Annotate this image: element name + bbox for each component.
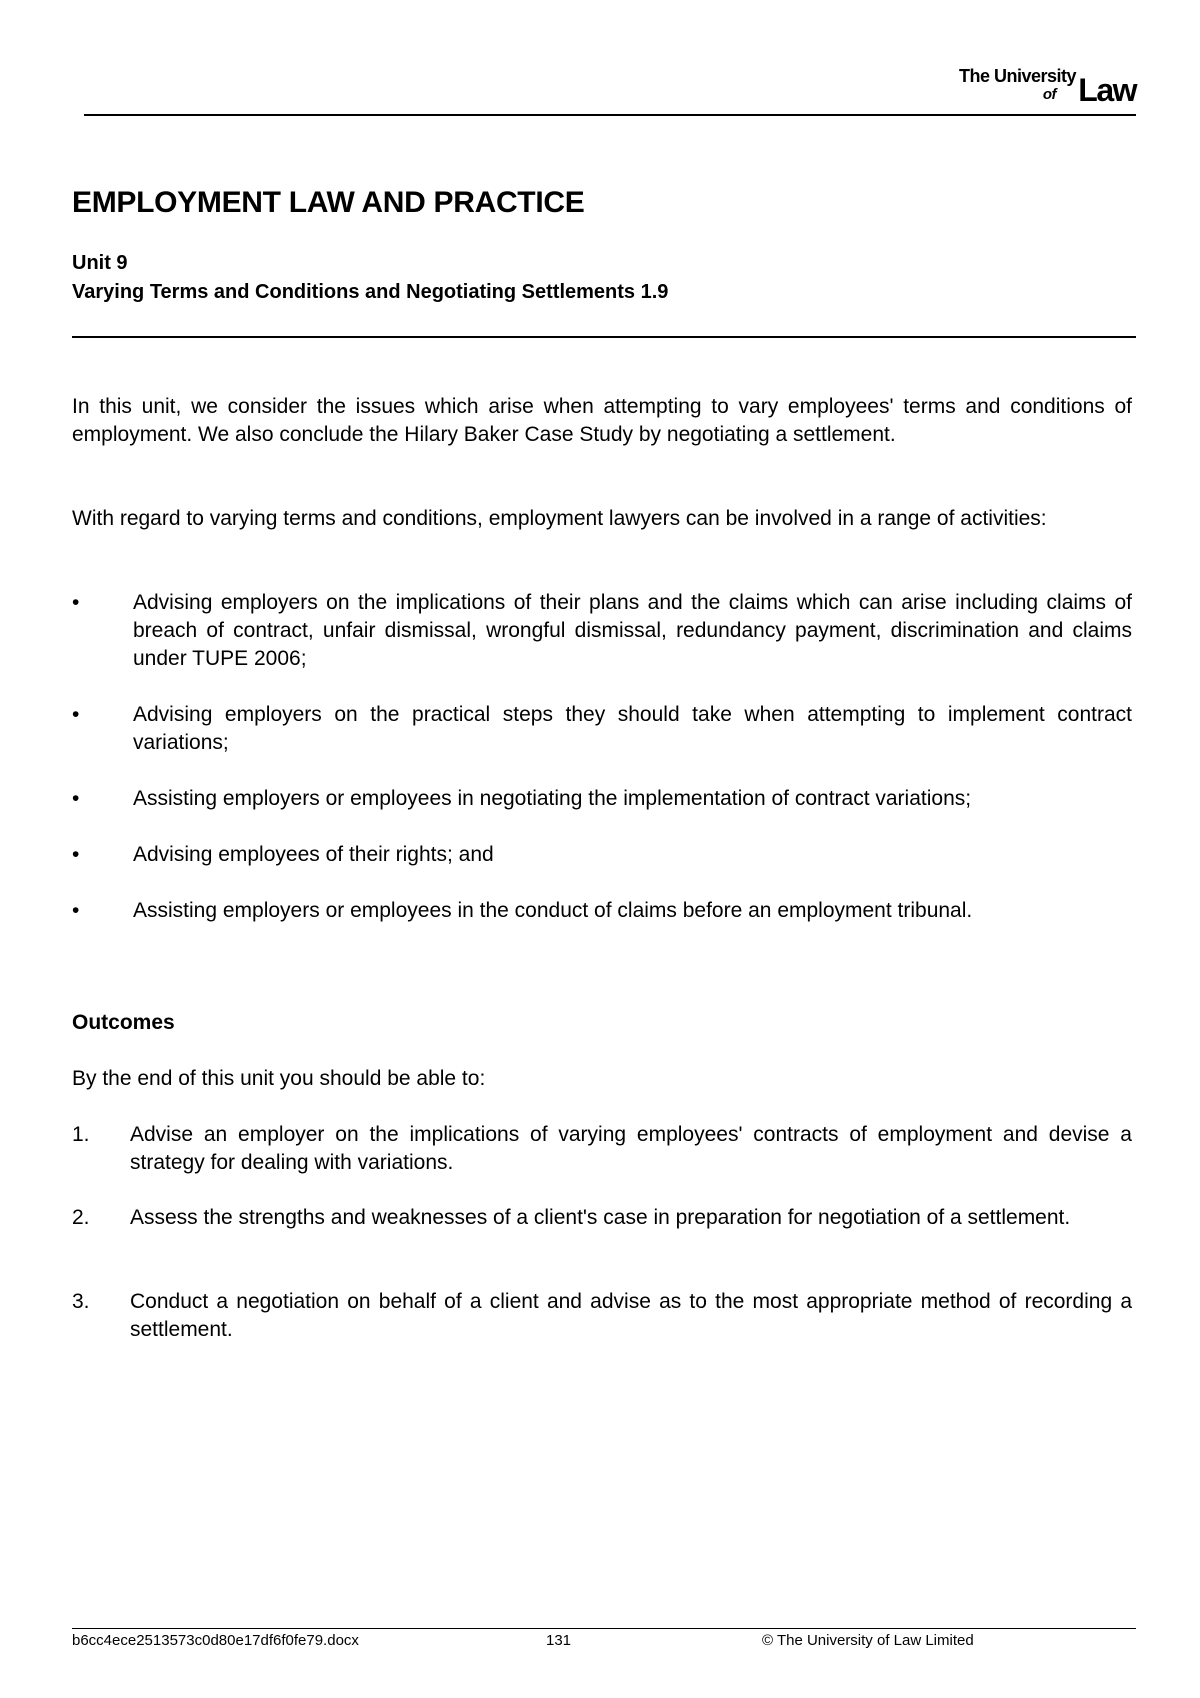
outcome-number: 2. <box>72 1206 90 1229</box>
outcome-item <box>72 1288 1132 1344</box>
footer-rule <box>72 1628 1136 1629</box>
bullet-item <box>72 701 1132 757</box>
document-title: EMPLOYMENT LAW AND PRACTICE <box>72 186 585 219</box>
outcome-item <box>72 1204 1132 1232</box>
footer-page-number: 131 <box>546 1632 572 1649</box>
bullet-text: Advising employers on the practical steps they should take when attempting to implement contract variations; <box>133 703 1132 754</box>
outcomes-intro-paragraph <box>72 1065 1132 1093</box>
title-rule <box>72 336 1136 338</box>
outcome-item <box>72 1121 1132 1177</box>
bullet-mark: • <box>72 787 80 810</box>
outcome-text: Advise an employer on the implications of varying employees' contracts of employment and devise a strategy for dealing with variations. <box>130 1123 1132 1174</box>
intro-paragraph <box>72 393 1132 449</box>
bullet-item <box>72 785 1132 813</box>
outcome-number: 1. <box>72 1123 90 1146</box>
university-logo <box>926 64 1136 108</box>
logo-line-2: of <box>1042 86 1056 103</box>
activities-intro-text: With regard to varying terms and conditions, employment lawyers can be involved in a range of activities: <box>72 507 1047 530</box>
logo-line-3: Law <box>1078 72 1136 108</box>
bullet-text: Assisting employers or employees in negotiating the implementation of contract variations; <box>133 787 972 810</box>
footer-copyright: © The University of Law Limited <box>762 1632 974 1649</box>
outcome-text: Conduct a negotiation on behalf of a client and advise as to the most appropriate method of recording a settlement. <box>130 1290 1132 1341</box>
bullet-item <box>72 897 1132 925</box>
logo-line-1: The University <box>958 66 1076 86</box>
header-rule <box>84 114 1136 116</box>
activities-intro-paragraph <box>72 505 1132 533</box>
outcomes-intro-text: By the end of this unit you should be able to: <box>72 1067 486 1090</box>
bullet-mark: • <box>72 703 80 726</box>
outcome-text: Assess the strengths and weaknesses of a client's case in preparation for negotiation of a settlement. <box>130 1206 1071 1229</box>
intro-text: In this unit, we consider the issues which arise when attempting to vary employees' terms and conditions of employment. We also conclude the Hilary Baker Case Study by negotiating a settlement. <box>72 395 1132 446</box>
bullet-mark: • <box>72 843 80 866</box>
bullet-text: Advising employers on the implications of their plans and the claims which can arise including claims of breach of contract, unfair dismissal, wrongful dismissal, redundancy payment, discrimination and claims under TUPE 2006; <box>133 591 1132 670</box>
bullet-text: Advising employees of their rights; and <box>133 843 494 866</box>
bullet-mark: • <box>72 899 80 922</box>
unit-number: Unit 9 <box>72 252 128 274</box>
outcome-number: 3. <box>72 1290 90 1313</box>
bullet-item <box>72 589 1132 673</box>
bullet-item <box>72 841 1132 869</box>
outcomes-heading: Outcomes <box>72 1011 175 1034</box>
unit-subtitle: Varying Terms and Conditions and Negotiating Settlements 1.9 <box>72 281 669 303</box>
bullet-mark: • <box>72 591 80 614</box>
footer-filename: b6cc4ece2513573c0d80e17df6f0fe79.docx <box>72 1632 359 1649</box>
bullet-text: Assisting employers or employees in the conduct of claims before an employment tribunal. <box>133 899 973 922</box>
